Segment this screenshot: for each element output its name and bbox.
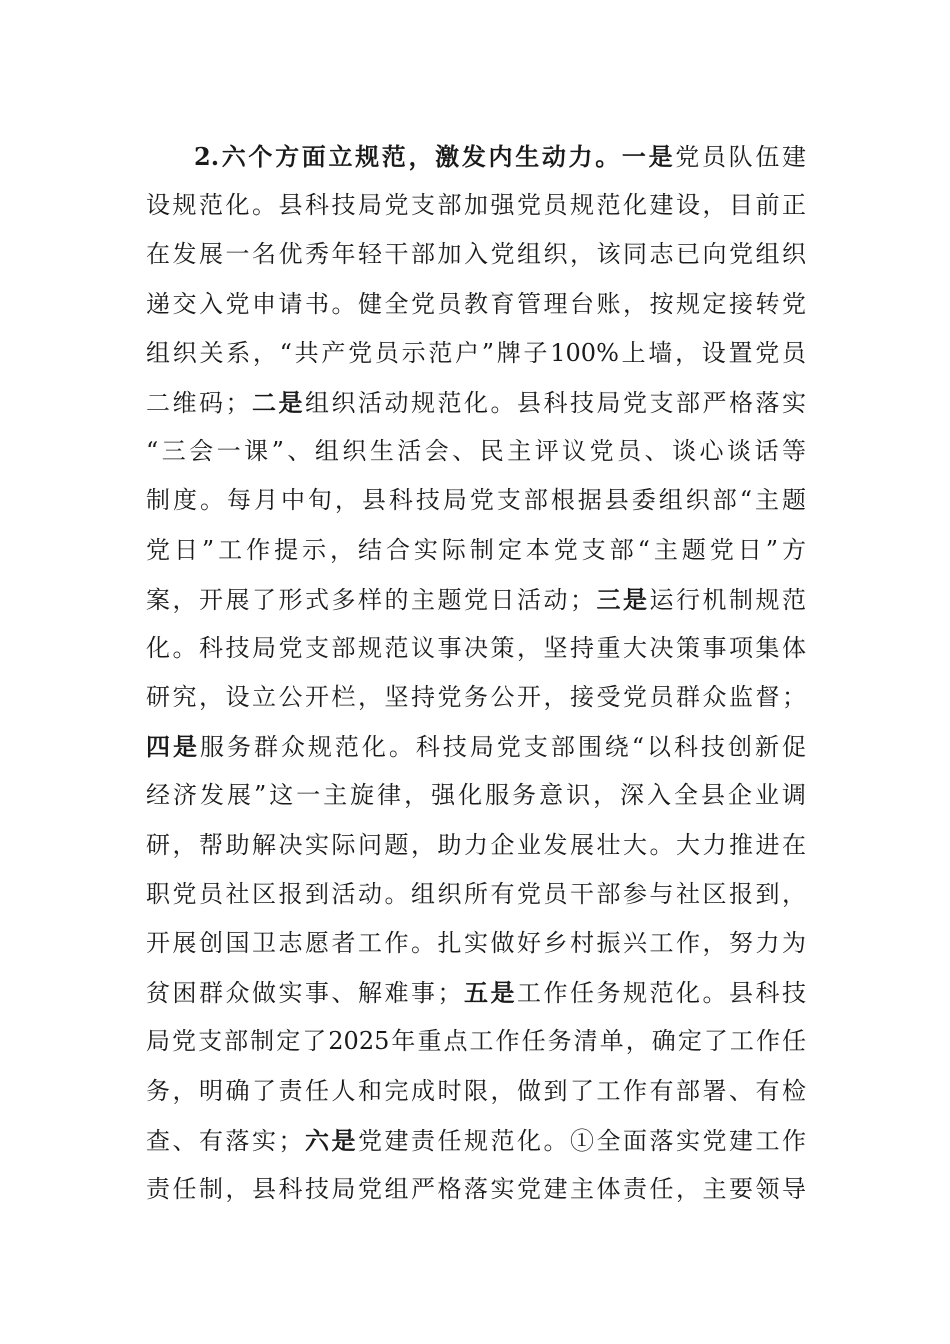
text-line	[146, 329, 806, 378]
text-segment: 研，帮助解决实际问题，助力企业发展壮大。大力推进在	[146, 830, 806, 859]
text-segment: 制度。每月中旬，县科技局党支部根据县委组织部“主题	[146, 486, 806, 515]
text-line	[146, 968, 806, 1017]
text-line	[146, 919, 806, 968]
bold-text-segment: 六是	[302, 1125, 358, 1155]
text-segment: 设规范化。县科技局党支部加强党员规范化建设，目前正	[146, 191, 806, 220]
text-line	[146, 378, 806, 427]
bold-text-segment: 2.六个方面立规范，激发内生动力。	[194, 142, 622, 171]
text-line	[146, 771, 806, 820]
text-line	[146, 526, 806, 575]
bold-text-segment: 四是	[146, 732, 200, 762]
text-line	[146, 476, 806, 525]
text-segment: 责任制，县科技局党组严格落实党建主体责任，主要领导	[146, 1174, 806, 1203]
text-segment: 研究，设立公开栏，坚持党务公开，接受党员群众监督；	[146, 683, 806, 712]
text-segment: 职党员社区报到活动。组织所有党员干部参与社区报到，	[146, 879, 806, 908]
text-segment: 经济发展”这一主旋律，强化服务意识，深入全县企业调	[146, 781, 806, 810]
text-line	[146, 427, 806, 476]
text-line	[146, 624, 806, 673]
text-line	[146, 870, 806, 919]
text-segment: 服务群众规范化。科技局党支部围绕“以科技创新促	[199, 733, 806, 762]
text-line	[146, 1116, 806, 1165]
body-paragraph	[146, 132, 806, 1214]
bold-text-segment: 二是	[249, 387, 305, 417]
text-segment: 二维码；	[146, 388, 250, 417]
text-segment: 化。科技局党支部规范议事决策，坚持重大决策事项集体	[146, 633, 806, 662]
text-segment: “三会一课”、组织生活会、民主评议党员、谈心谈话等	[146, 437, 806, 466]
bold-text-segment: 三是	[594, 584, 650, 614]
text-segment: 案，开展了形式多样的主题党日活动；	[146, 585, 594, 614]
text-segment: 工作任务规范化。县科技	[517, 979, 806, 1008]
text-line	[146, 1165, 806, 1214]
text-segment: 查、有落实；	[146, 1126, 303, 1155]
text-segment: 党建责任规范化。①全面落实党建工作	[358, 1126, 806, 1155]
text-segment: 组织关系，“共产党员示范户”牌子100%上墙，设置党员	[146, 338, 806, 367]
text-segment: 在发展一名优秀年轻干部加入党组织，该同志已向党组织	[146, 240, 806, 269]
bold-text-segment: 五是	[461, 978, 517, 1008]
text-segment: 递交入党申请书。健全党员教育管理台账，按规定接转党	[146, 289, 806, 318]
text-segment: 运行机制规范	[649, 585, 806, 614]
text-line	[146, 230, 806, 279]
text-segment: 组织活动规范化。县科技局党支部严格落实	[305, 388, 806, 417]
text-segment: 局党支部制定了2025年重点工作任务清单，确定了工作任	[146, 1027, 806, 1056]
text-line	[146, 1067, 806, 1116]
text-line	[146, 181, 806, 230]
text-segment: 党员队伍建	[675, 143, 806, 171]
text-segment: 开展创国卫志愿者工作。扎实做好乡村振兴工作，努力为	[146, 929, 806, 957]
text-segment: 贫困群众做实事、解难事；	[146, 979, 462, 1008]
text-segment: 党日”工作提示，结合实际制定本党支部“主题党日”方	[146, 535, 806, 564]
text-line	[146, 673, 806, 722]
text-line	[146, 1017, 806, 1066]
bold-text-segment: 一是	[621, 142, 676, 171]
text-line	[146, 722, 806, 771]
text-segment: 务，明确了责任人和完成时限，做到了工作有部署、有检	[146, 1076, 806, 1105]
text-line	[146, 575, 806, 624]
text-line	[146, 132, 806, 181]
text-line	[146, 280, 806, 329]
text-line	[146, 821, 806, 870]
